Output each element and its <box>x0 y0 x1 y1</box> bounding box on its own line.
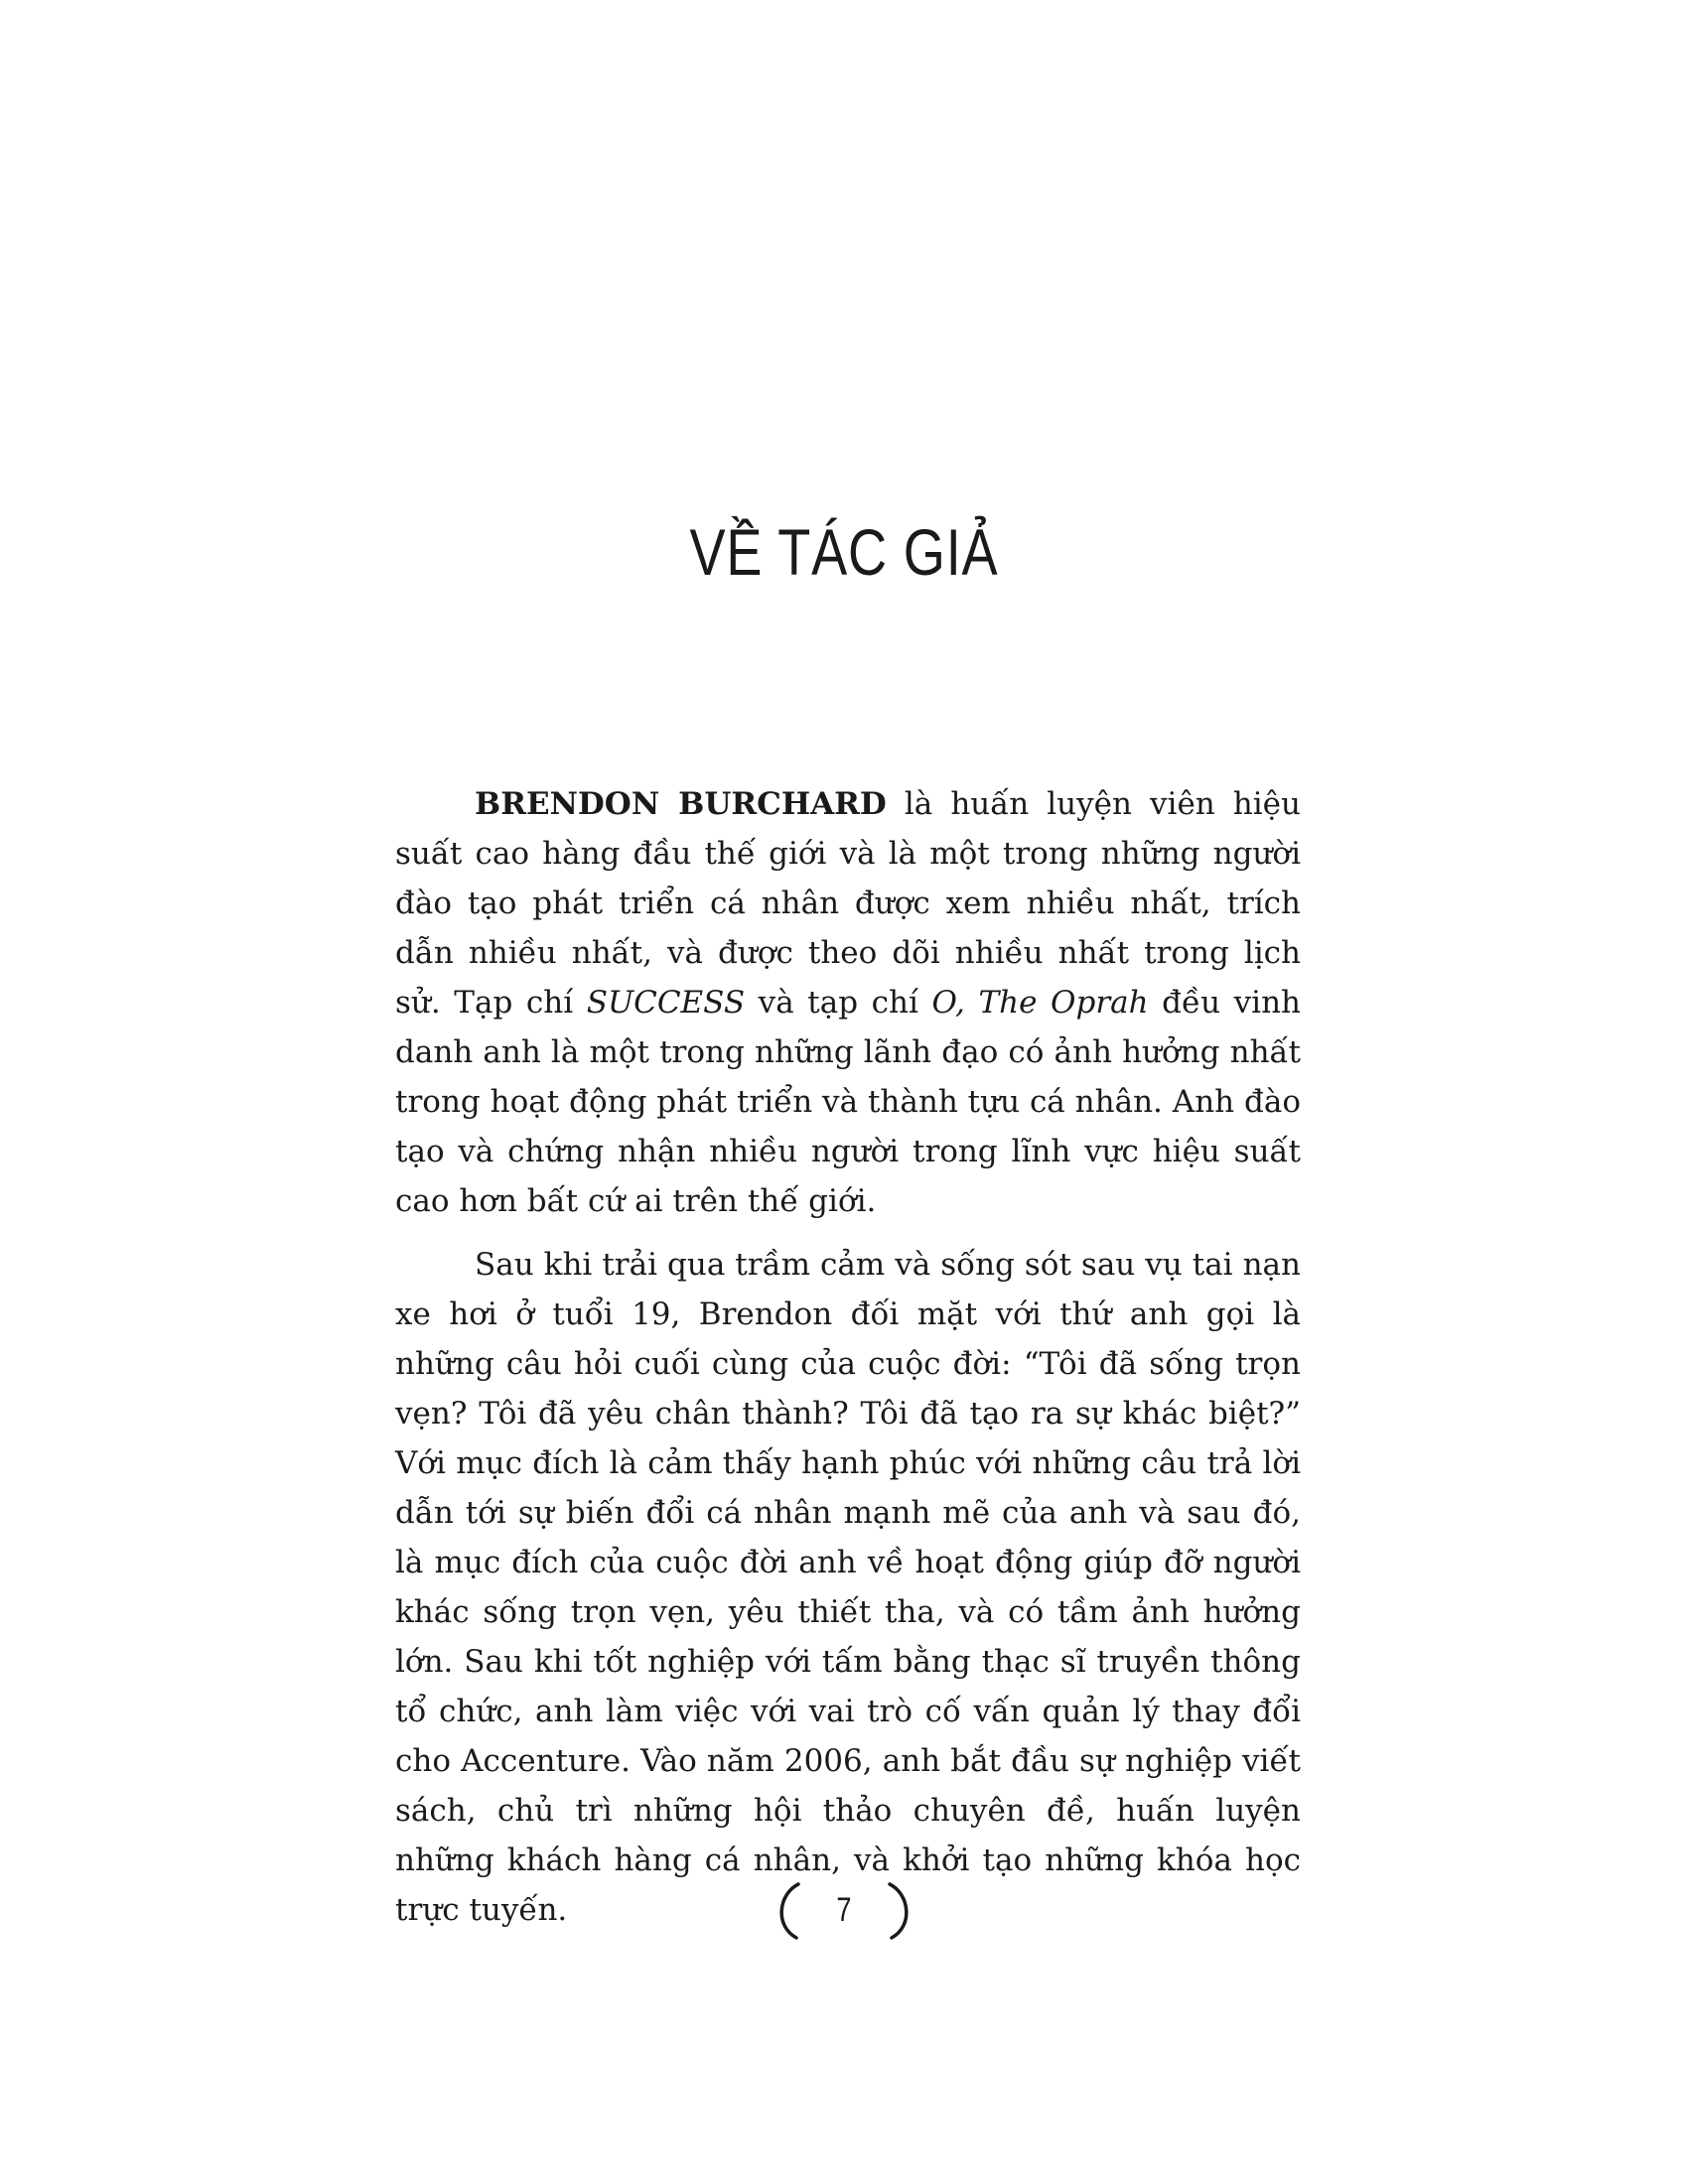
paragraph-1-text-b: và tạp chí <box>745 985 932 1021</box>
page-number <box>765 1876 923 1946</box>
paragraph-1-text-c: đều vinh danh anh là một trong những lãnh đạo có ảnh hưởng nhất trong hoạt động phát triển và thành tựu cá nhân. Anh đào tạo và chứng nhận nhiều người trong lĩnh vực hiệu suất cao hơn bất cứ ai trên thế giới. <box>395 985 1301 1219</box>
magazine-oprah: O, The Oprah <box>931 985 1149 1021</box>
paragraph-1 <box>395 779 1301 1226</box>
paragraph-2: Sau khi trải qua trầm cảm và sống sót sau vụ tai nạn xe hơi ở tuổi 19, Brendon đối mặt với thứ anh gọi là những câu hỏi cuối cùng của cuộc đời: “Tôi đã sống trọn vẹn? Tôi đã yêu chân thành? Tôi đã tạo ra sự khác biệt?” Với mục đích là cảm thấy hạnh phúc với những câu trả lời dẫn tới sự biến đổi cá nhân mạnh mẽ của anh và sau đó, là mục đích của cuộc đời anh về hoạt động giúp đỡ người khác sống trọn vẹn, yêu thiết tha, và có tầm ảnh hưởng lớn. Sau khi tốt nghiệp với tấm bằng thạc sĩ truyền thông tổ chức, anh làm việc với vai trò cố vấn quản lý thay đổi cho Accenture. Vào năm 2006, anh bắt đầu sự nghiệp viết sách, chủ trì những hội thảo chuyên đề, huấn luyện những khách hàng cá nhân, và khởi tạo những khóa học trực tuyến. <box>395 1247 1301 1928</box>
paragraph-1-text-a: là huấn luyện viên hiệu suất cao hàng đầu thế giới và là một trong những người đào tạo phát triển cá nhân được xem nhiều nhất, trích dẫn nhiều nhất, và được theo dõi nhiều nhất trong lịch sử. Tạp chí <box>395 786 1301 1021</box>
author-name: BRENDON BURCHARD <box>475 786 887 822</box>
page-title: VỀ TÁC GIẢ <box>689 515 999 589</box>
magazine-success: SUCCESS <box>586 985 746 1021</box>
body-text <box>395 779 1301 1949</box>
page-number-value: 7 <box>836 1891 852 1929</box>
